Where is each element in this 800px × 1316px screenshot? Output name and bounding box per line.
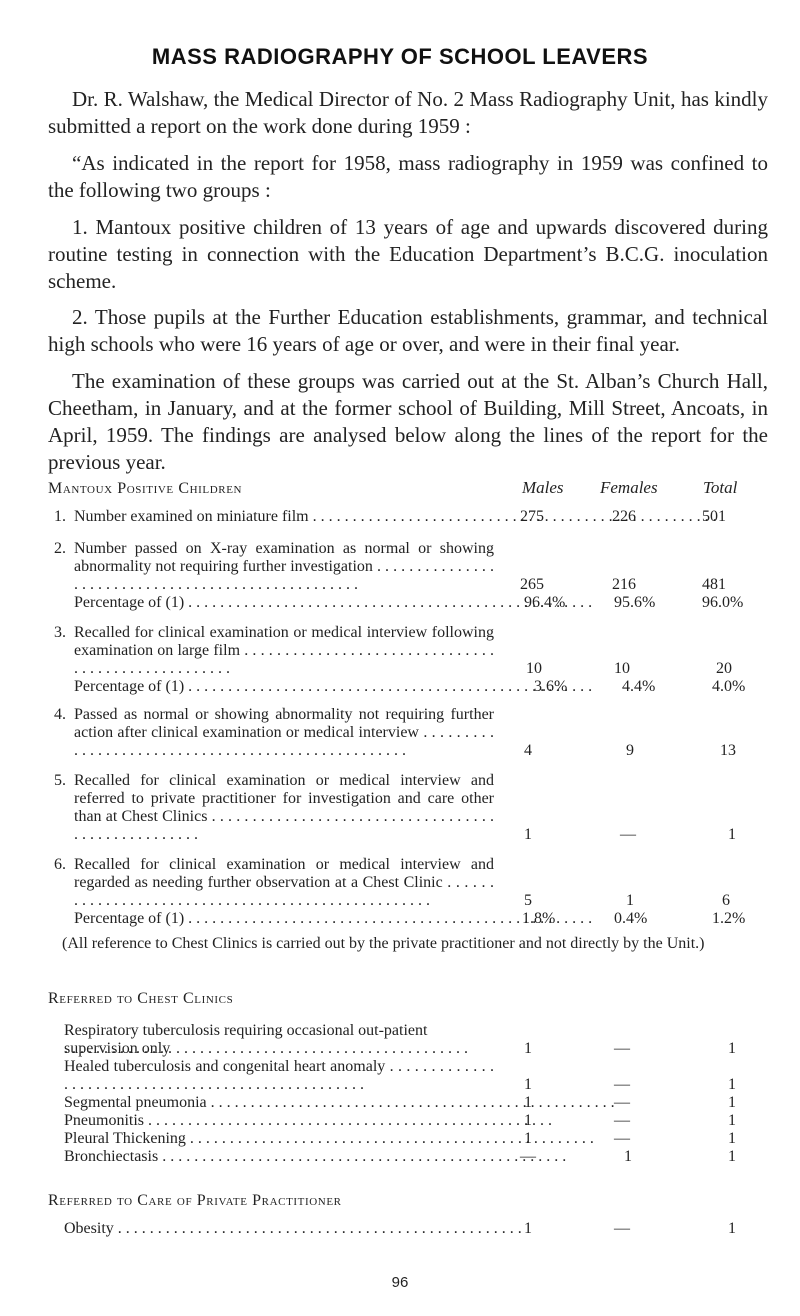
value-males: 265 [520, 576, 544, 593]
value-females: — [614, 1220, 630, 1237]
value-total: 481 [702, 576, 726, 593]
value-males: 1 [524, 1220, 532, 1237]
value-total: 1 [728, 1112, 736, 1129]
value-males: 4 [524, 742, 532, 759]
col-males: Males [522, 478, 564, 497]
row-label: Pneumonitis [64, 1112, 145, 1129]
col-females: Females [600, 478, 658, 497]
row-label: Recalled for clinical examination or medical interview and regarded as needing further observation at a Chest Clinic [74, 856, 494, 891]
table-row [54, 706, 494, 764]
value-total: 4.0% [712, 678, 746, 695]
value-males: — [520, 1148, 536, 1165]
percentage-row [74, 678, 494, 696]
value-total: 1.2% [712, 910, 746, 927]
row-label: Percentage of (1) [74, 594, 185, 611]
mantoux-heading: Mantoux Positive Children [48, 480, 243, 497]
value-females: — [614, 1040, 630, 1057]
row-number: 6. [54, 856, 66, 873]
value-females: 4.4% [622, 678, 656, 695]
list-item [64, 1022, 494, 1057]
page-title: MASS RADIOGRAPHY OF SCHOOL LEAVERS [151, 44, 649, 69]
row-label: Percentage of (1) [74, 678, 185, 695]
value-males: 3.6% [534, 678, 568, 695]
value-females: 1 [626, 892, 634, 909]
value-females: — [614, 1076, 630, 1093]
table-row [54, 856, 494, 896]
value-total: 13 [720, 742, 736, 759]
value-females: — [614, 1130, 630, 1147]
value-total: 501 [702, 508, 726, 525]
value-males: 1 [524, 826, 532, 843]
value-males: 96.4% [524, 594, 566, 611]
row-number: 4. [54, 706, 66, 723]
value-males: 10 [526, 660, 542, 677]
value-females: 95.6% [614, 594, 656, 611]
row-number: 5. [54, 772, 66, 789]
value-females: 1 [624, 1148, 632, 1165]
value-total: 1 [728, 1148, 736, 1165]
value-females: — [620, 826, 636, 843]
value-total: 20 [716, 660, 732, 677]
value-females: 9 [626, 742, 634, 759]
row-label: Passed as normal or showing abnormality not requiring further action after clinical examination or medical interview [74, 706, 494, 741]
row-label: Number examined on miniature film [74, 508, 309, 525]
value-males: 1 [524, 1076, 532, 1093]
row-label: Respiratory tuberculosis requiring occasional out-patient supervision only [64, 1022, 428, 1057]
row-label: Obesity [64, 1220, 114, 1237]
value-total: 96.0% [702, 594, 744, 611]
row-number: 3. [54, 624, 66, 641]
list-item [64, 1058, 494, 1098]
value-females: — [614, 1112, 630, 1129]
value-males: 5 [524, 892, 532, 909]
value-females: 10 [614, 660, 630, 677]
row-label: Number passed on X-ray examination as normal or showing abnormality not requiring further investigation [74, 540, 494, 575]
value-females: 0.4% [614, 910, 648, 927]
value-total: 1 [728, 826, 736, 843]
value-total: 1 [728, 1040, 736, 1057]
value-females: 216 [612, 576, 636, 593]
examination-paragraph: The examination of these groups was carried out at the St. Alban’s Church Hall, Cheetham, in January, and at the former school of Building, Mill Street, Ancoats, in April, 1959. The findings are analysed below along the lines of the report for the previous year. [48, 369, 768, 474]
row-label: Segmental pneumonia [64, 1094, 207, 1111]
intro-paragraph: Dr. R. Walshaw, the Medical Director of No. 2 Mass Radiography Unit, has kindly submitted a report on the work done during 1959 : [48, 87, 768, 138]
list-item [64, 1130, 494, 1148]
percentage-row [74, 910, 494, 928]
row-label: Pleural Thickening [64, 1130, 186, 1147]
chest-clinics-heading: Referred to Chest Clinics [48, 990, 234, 1007]
percentage-row [74, 594, 494, 612]
list-item [64, 1220, 494, 1238]
value-males: 1.8% [522, 910, 556, 927]
value-males: 1 [524, 1040, 532, 1057]
dot-leader [64, 1040, 494, 1058]
group-2-paragraph: 2. Those pupils at the Further Education establishments, grammar, and technical high schools who were 16 years of age or over, and were in their final year. [48, 305, 768, 356]
row-label: Recalled for clinical examination or medical interview and referred to private practitioner for investigation and care other than at Chest Clinics [74, 772, 494, 825]
value-females: 226 [612, 508, 636, 525]
row-label: Healed tuberculosis and congenital heart anomaly [64, 1058, 386, 1075]
table-row [54, 772, 494, 848]
row-label: Recalled for clinical examination or medical interview following examination on large film [74, 624, 494, 659]
value-total: 6 [722, 892, 730, 909]
value-males: 1 [524, 1112, 532, 1129]
quote-paragraph: “As indicated in the report for 1958, mass radiography in 1959 was confined to the following two groups : [48, 151, 768, 202]
private-practitioner-heading: Referred to Care of Private Practitioner [48, 1192, 342, 1209]
list-item [64, 1094, 494, 1112]
value-males: 1 [524, 1094, 532, 1111]
value-total: 1 [728, 1220, 736, 1237]
table-row [54, 540, 494, 598]
row-number: 2. [54, 540, 66, 557]
value-females: — [614, 1094, 630, 1111]
table-row [54, 624, 494, 682]
row-label: Percentage of (1) [74, 910, 185, 927]
value-males: 1 [524, 1130, 532, 1147]
row-number: 1. [54, 508, 66, 525]
col-total: Total [703, 478, 738, 497]
value-total: 1 [728, 1130, 736, 1147]
list-item [64, 1112, 494, 1130]
chest-clinic-note: (All reference to Chest Clinics is carried out by the private practitioner and not directly by the Unit.) [62, 935, 705, 952]
value-total: 1 [728, 1094, 736, 1111]
page-number: 96 [391, 1274, 409, 1291]
value-total: 1 [728, 1076, 736, 1093]
value-males: 275 [520, 508, 544, 525]
group-1-paragraph: 1. Mantoux positive children of 13 years of age and upwards discovered during routine testing in connection with the Education Department’s B.C.G. inoculation scheme. [48, 215, 768, 293]
row-label: Bronchiectasis [64, 1148, 159, 1165]
list-item [64, 1148, 494, 1166]
